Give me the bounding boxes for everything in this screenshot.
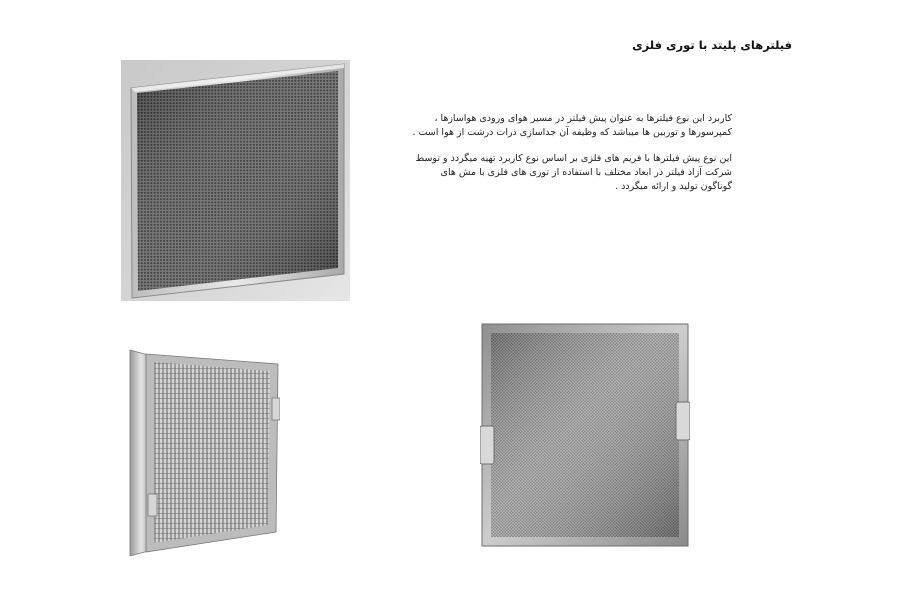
metal-mesh-filter-with-handles-photo <box>480 322 690 548</box>
metal-mesh-filter-panel-photo <box>121 60 350 301</box>
page-title: فیلترهای پلیتد با توری فلزی <box>632 38 792 52</box>
paragraph-application: کاربرد این نوع فیلترها به عنوان پیش فیلتر در مسیر هوای ورودی هواسازها ، کمپرسورها و توربین ها میباشد که وظیفه آن جداسازی ذرات درشت از هوا است . <box>412 113 732 138</box>
paragraph-production: این نوع پیش فیلترها با فریم های فلزی بر اساس نوع کاربرد تهیه میگردد و توسط شرکت آزاد فیلتر در ابعاد مختلف با استفاده از توری های فلزی با مش های گوناگون تولید و ارائه میگردد . <box>415 153 732 192</box>
pleated-metal-filter-angled-photo <box>128 346 280 556</box>
